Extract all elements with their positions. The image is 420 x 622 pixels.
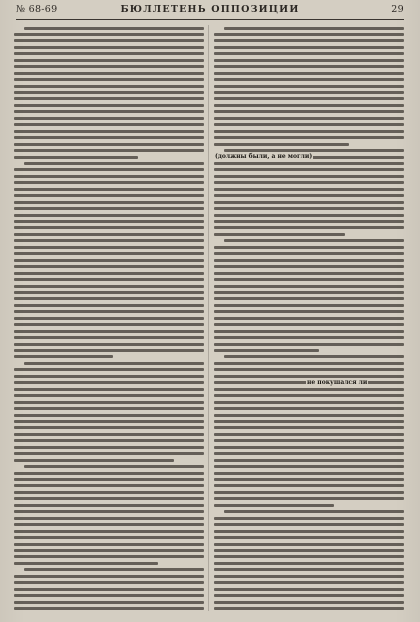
text-line [214,459,404,462]
text-line [24,162,204,165]
text-line [214,368,404,371]
text-line [214,78,404,81]
text-line [214,568,404,571]
text-line [214,175,404,178]
text-line [214,426,404,429]
text-line [24,568,204,571]
text-column-right [214,25,404,613]
text-line [214,188,404,191]
text-line [214,207,404,210]
text-line [214,394,404,397]
text-line [214,143,349,146]
text-line [214,65,404,68]
text-line [14,607,204,610]
text-line [24,465,204,468]
text-line [14,536,204,539]
text-line [14,143,204,146]
text-line [214,575,404,578]
header-rule [16,19,404,20]
text-line [14,368,204,371]
text-column-left [14,25,204,613]
text-line [214,265,404,268]
text-line [14,220,204,223]
text-line [14,439,204,442]
text-line [214,317,404,320]
text-line [214,259,404,262]
text-line [214,530,404,533]
text-line [214,607,404,610]
text-line [14,188,204,191]
text-line [214,214,404,217]
text-line [214,581,404,584]
text-line [224,27,404,30]
text-line [214,181,404,184]
text-line [224,149,404,152]
text-line [14,233,204,236]
text-line [214,375,404,378]
text-line [14,343,204,346]
text-line [214,536,404,539]
text-line [214,285,404,288]
text-line [14,214,204,217]
text-line [224,510,404,513]
text-line [214,452,404,455]
text-line [14,168,204,171]
text-line [14,523,204,526]
text-line [214,104,404,107]
text-line [14,549,204,552]
text-line [214,388,404,391]
text-line [214,168,404,171]
text-line [14,285,204,288]
text-line [214,420,404,423]
text-line [214,362,404,365]
text-line [214,304,404,307]
text-line [214,233,345,236]
text-line [214,433,404,436]
text-line [214,601,404,604]
text-line [14,91,204,94]
text-line [14,297,204,300]
text-line [14,175,204,178]
text-line [14,426,204,429]
text-line [214,472,404,475]
running-title: БЮЛЛЕТЕНЬ ОППОЗИЦИИ [120,4,300,15]
text-line [214,194,404,197]
text-line [14,478,204,481]
text-line [14,504,204,507]
text-line [214,201,404,204]
text-line [214,478,404,481]
text-line [14,207,204,210]
text-line [14,33,204,36]
text-line [14,562,158,565]
text-line [214,130,404,133]
text-line [214,246,404,249]
text-line [14,156,138,159]
text-line [14,510,204,513]
text-line [14,472,204,475]
text-line [14,517,204,520]
text-line [14,59,204,62]
text-line [14,381,204,384]
text-line [214,72,404,75]
text-line [214,549,404,552]
text-line [14,594,204,597]
text-line [14,110,204,113]
text-line [14,407,204,410]
text-line [14,581,204,584]
text-line [14,433,204,436]
text-line [14,414,204,417]
text-line [214,310,404,313]
text-line [14,291,204,294]
text-line [14,355,113,358]
text-line [214,123,404,126]
text-line [224,355,404,358]
text-line [14,117,204,120]
text-line [14,130,204,133]
text-line [214,497,404,500]
text-line [214,46,404,49]
text-line [214,504,334,507]
text-line [214,588,404,591]
text-line [14,446,204,449]
text-line [214,336,404,339]
text-line [214,252,404,255]
text-line [14,52,204,55]
text-line [214,407,404,410]
text-line [14,239,204,242]
text-line [14,104,204,107]
text-line [14,39,204,42]
issue-number: № 68-69 [16,4,58,15]
text-line [14,375,204,378]
text-line [14,401,204,404]
text-line [14,497,204,500]
text-line [14,330,204,333]
text-line [214,52,404,55]
text-line [14,459,174,462]
text-line [14,46,204,49]
text-line [214,543,404,546]
text-line [24,27,204,30]
text-line [14,136,204,139]
text-line [14,388,204,391]
column-divider [208,25,209,611]
text-line [14,72,204,75]
text-line [14,530,204,533]
text-line [14,181,204,184]
text-line [224,239,404,242]
text-line [14,65,204,68]
text-line [214,343,404,346]
text-line [214,330,404,333]
text-line [214,110,404,113]
text-line [214,446,404,449]
highlighted-phrase: не покушался ли [307,378,368,386]
text-line [214,484,404,487]
text-line [214,517,404,520]
text-line [214,323,404,326]
text-line [214,278,404,281]
text-line [14,588,204,591]
text-line [214,465,404,468]
text-line [14,394,204,397]
text-line [14,543,204,546]
page-number: 29 [391,4,404,15]
text-line [214,97,404,100]
text-line [214,39,404,42]
text-line [214,59,404,62]
text-line [214,439,404,442]
text-line [214,555,404,558]
text-line [214,414,404,417]
text-line [14,484,204,487]
text-line [14,85,204,88]
text-line [24,362,204,365]
text-line [214,401,404,404]
text-line [14,149,204,152]
text-line [214,562,404,565]
text-line [14,97,204,100]
text-line [214,220,404,223]
text-line [14,194,204,197]
text-line [14,278,204,281]
text-line [14,78,204,81]
text-line [214,91,404,94]
text-line [214,491,404,494]
highlighted-phrase: (должны были, а не могли) [215,153,313,160]
text-line [14,123,204,126]
text-line [14,323,204,326]
text-line [214,594,404,597]
text-line [14,601,204,604]
text-line [214,272,404,275]
text-line [214,349,319,352]
text-line [14,491,204,494]
text-line [14,304,204,307]
text-line [14,226,204,229]
text-line [14,201,204,204]
text-line [14,310,204,313]
text-line [214,523,404,526]
text-line [214,85,404,88]
text-line [14,555,204,558]
text-line [14,336,204,339]
text-line [14,420,204,423]
text-line [14,349,204,352]
text-line [14,575,204,578]
text-line [14,317,204,320]
text-line [214,136,404,139]
text-line [14,272,204,275]
text-line [14,259,204,262]
text-line [14,452,204,455]
page-header [16,4,404,20]
text-line [14,246,204,249]
text-line [214,291,404,294]
text-line [214,162,404,165]
text-line [214,33,404,36]
text-line [214,117,404,120]
text-line [214,226,404,229]
text-line [14,252,204,255]
text-line [14,265,204,268]
text-line [214,297,404,300]
